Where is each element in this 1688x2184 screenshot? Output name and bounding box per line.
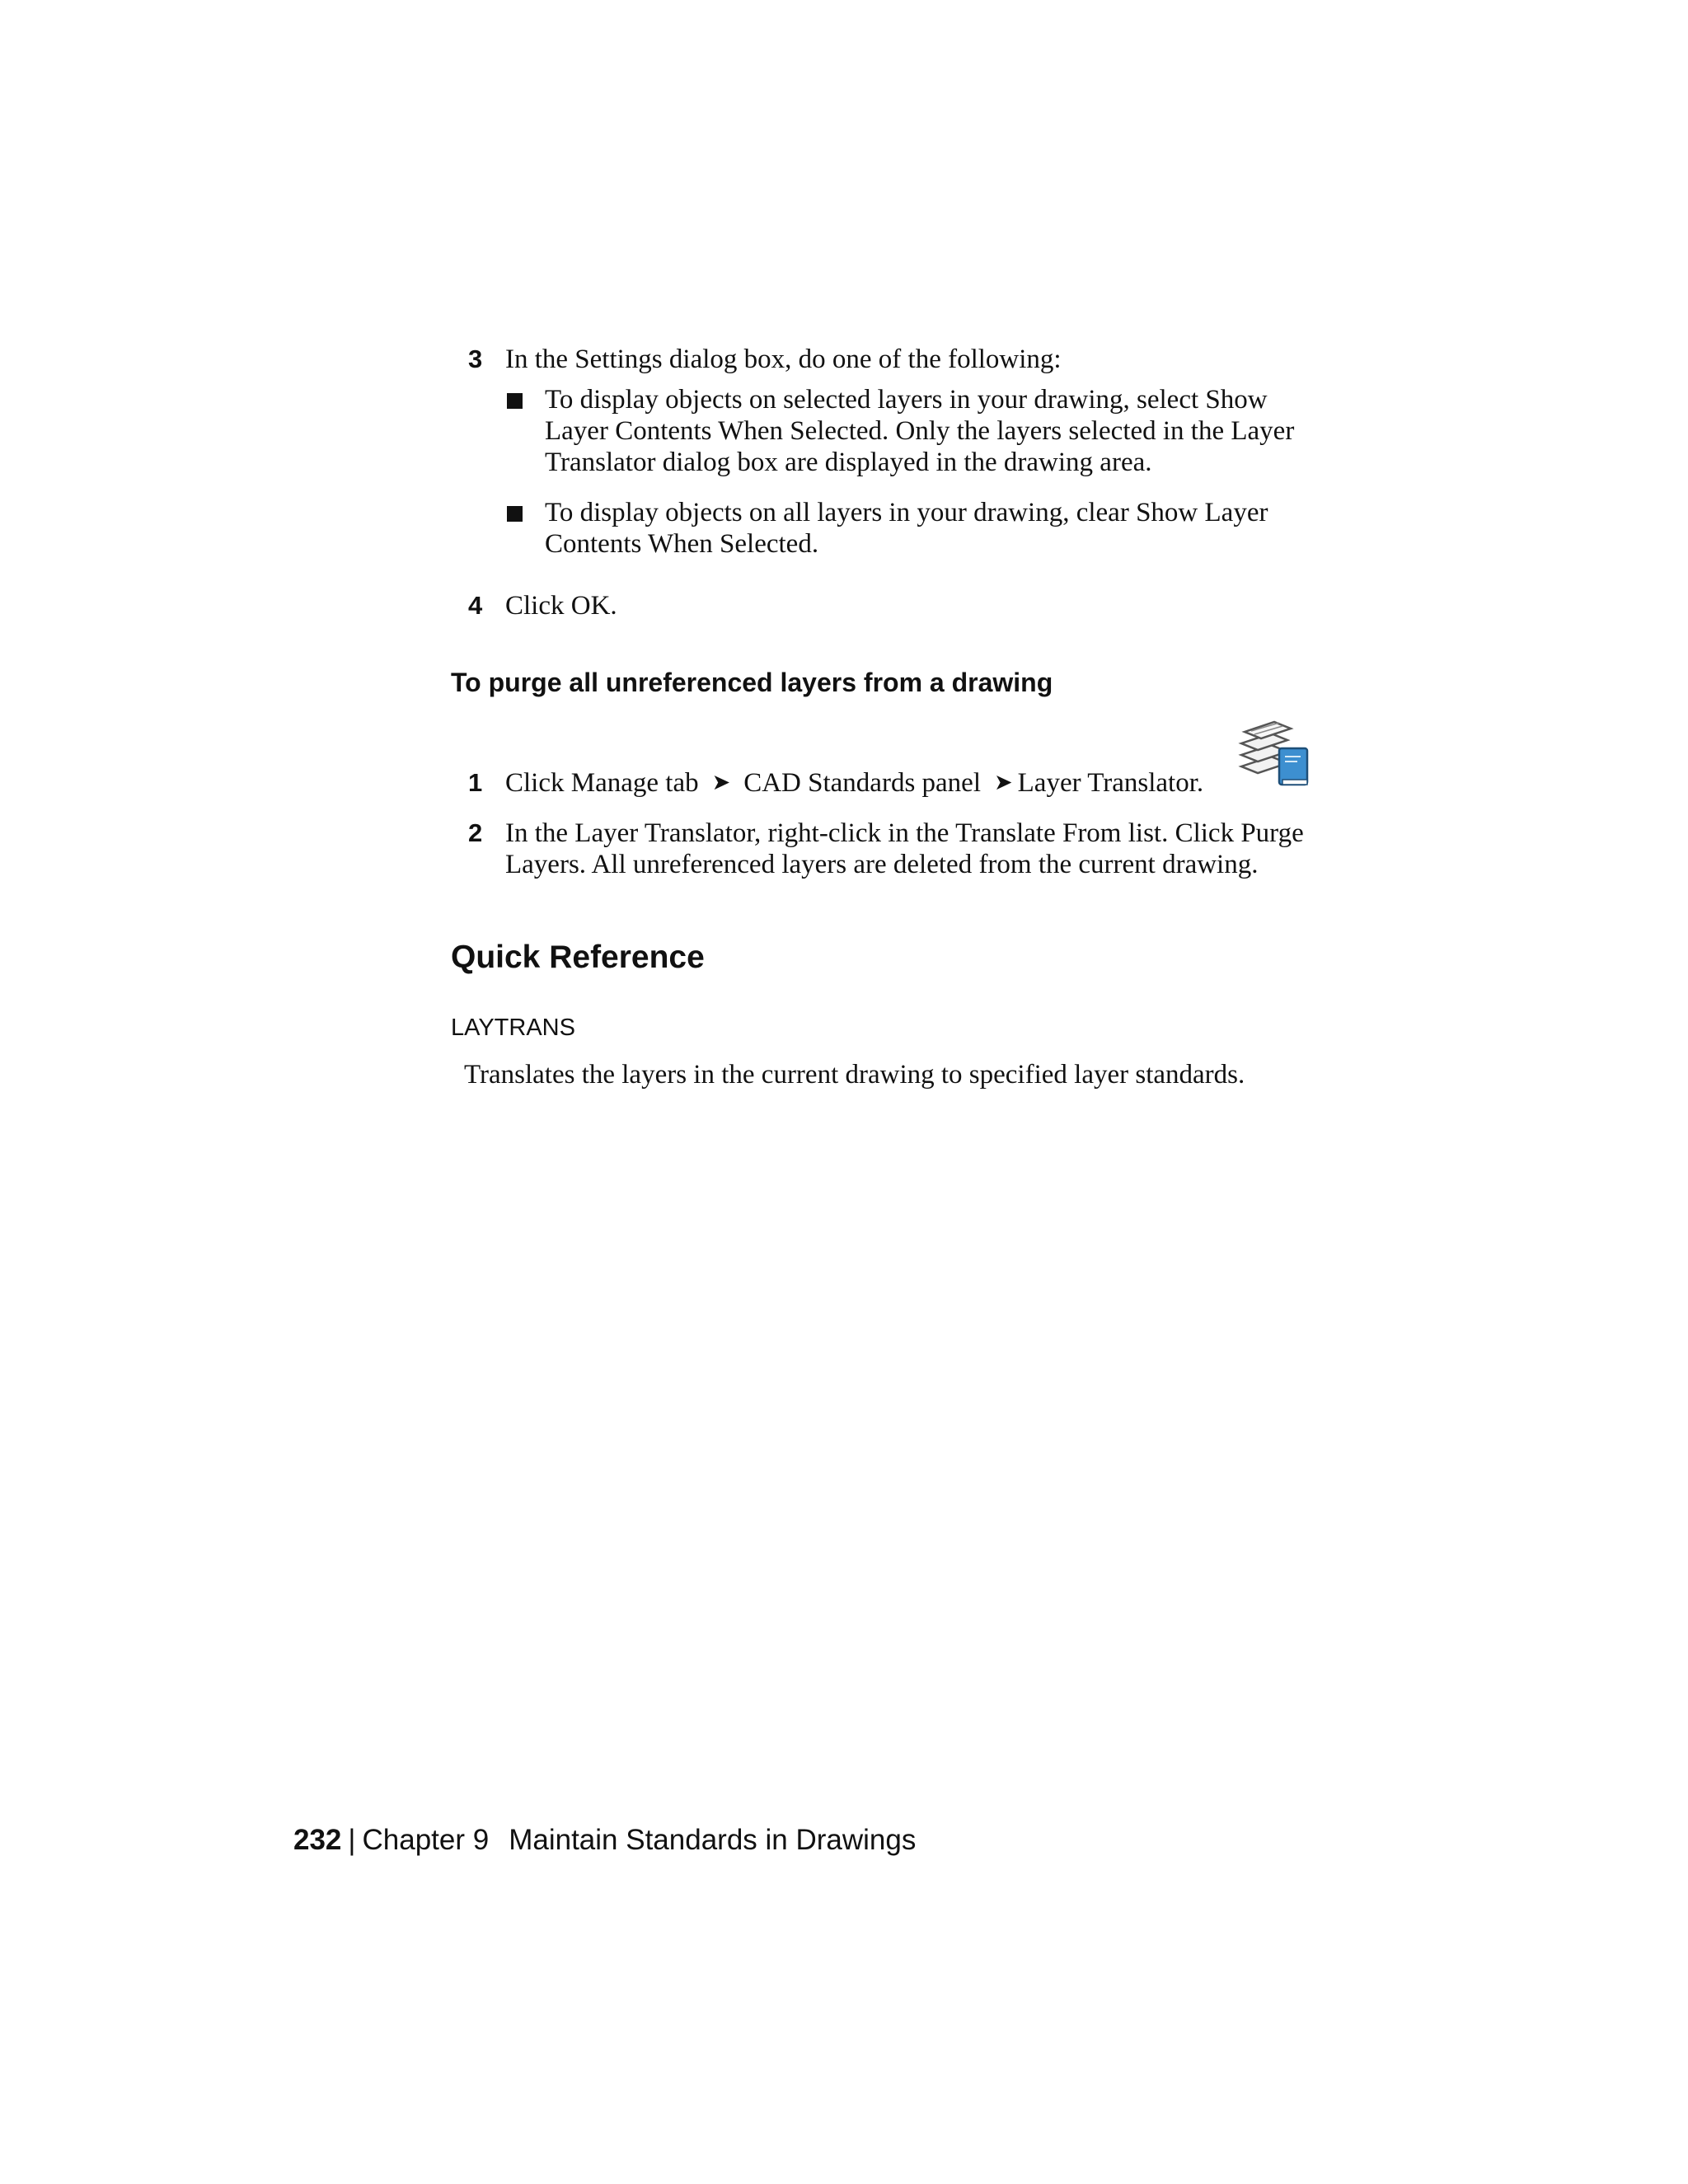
step-number: 4 <box>468 591 483 620</box>
menu-path-tab: Click Manage tab <box>505 768 699 798</box>
step-text <box>505 767 1203 799</box>
bullet-marker <box>507 393 523 409</box>
command-description: Translates the layers in the current drawing to specified layer standards. <box>464 1060 1245 1090</box>
procedure-heading: To purge all unreferenced layers from a drawing <box>451 668 1053 697</box>
page-number: 232 <box>293 1824 342 1856</box>
step-line: Layers. All unreferenced layers are deleted from the current drawing. <box>505 850 1259 879</box>
menu-path-panel: CAD Standards panel <box>743 768 982 798</box>
step-number: 3 <box>468 344 483 373</box>
bullet-line: Translator dialog box are displayed in the drawing area. <box>545 448 1152 477</box>
bullet-line: To display objects on all layers in your drawing, clear Show Layer <box>545 498 1268 527</box>
section-heading: Quick Reference <box>451 940 705 975</box>
step-number: 1 <box>468 768 483 797</box>
menu-path-command: Layer Translator. <box>1017 768 1204 798</box>
bullet-line: Layer Contents When Selected. Only the layers selected in the Layer <box>545 416 1295 446</box>
command-name: LAYTRANS <box>451 1015 575 1041</box>
bullet-marker <box>507 506 523 522</box>
chapter-label: Chapter 9 <box>362 1824 490 1856</box>
footer-separator: | <box>348 1824 356 1856</box>
chapter-title: Maintain Standards in Drawings <box>509 1824 917 1856</box>
bullet-text <box>545 384 1294 478</box>
step-text: In the Settings dialog box, do one of the following: <box>505 344 1062 374</box>
arrow-right-icon: ➤ <box>994 770 1013 795</box>
step-text <box>505 818 1304 880</box>
bullet-text <box>545 497 1268 560</box>
step-text: Click OK. <box>505 591 617 621</box>
step-line: In the Layer Translator, right-click in the Translate From list. Click Purge <box>505 818 1304 848</box>
bullet-line: Contents When Selected. <box>545 529 819 559</box>
step-number: 2 <box>468 818 483 847</box>
page-footer <box>293 1824 916 1857</box>
bullet-line: To display objects on selected layers in your drawing, select Show <box>545 385 1268 415</box>
arrow-right-icon: ➤ <box>711 770 731 795</box>
layer-translator-icon <box>1233 715 1312 794</box>
